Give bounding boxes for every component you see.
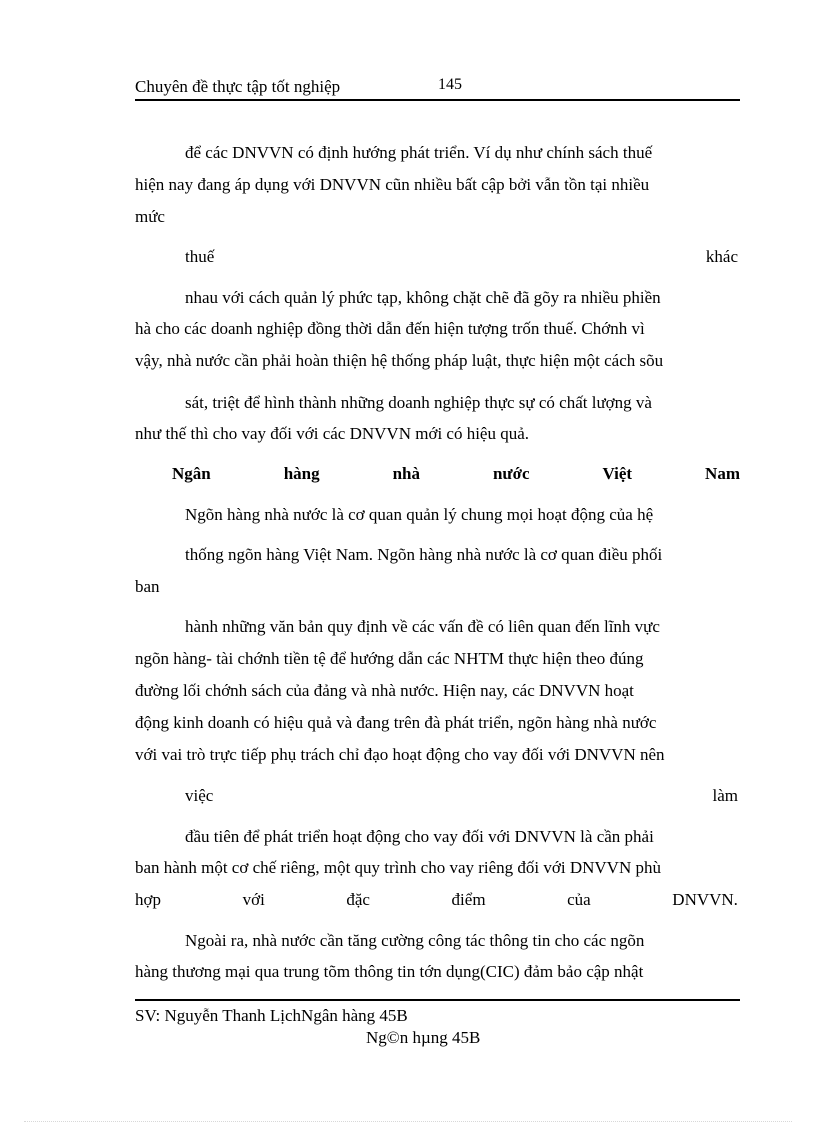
text-word: của (567, 890, 591, 909)
text-line: như thế thì cho vay đối với các DNVVN mới có hiệu quả. (135, 424, 530, 443)
justified-line (185, 247, 738, 267)
text-line: hà cho các doanh nghiệp đồng thời dẫn đến hiện tượng trốn thuế. Chớnh vì (135, 319, 645, 338)
text-line: đầu tiên để phát triển hoạt động cho vay đối với DNVVN là cần phải (185, 827, 654, 846)
footer-dept: Ng©n hµng 45B (366, 1028, 481, 1047)
heading-word: nước (492, 464, 530, 483)
text-line: với vai trò trực tiếp phụ trách chỉ đạo hoạt động cho vay đối với DNVVN nên (135, 745, 665, 764)
text-line: hành những văn bản quy định về các vấn đề có liên quan đến lĩnh vực (185, 617, 660, 636)
text-line: ban hành một cơ chế riêng, một quy trình cho vay riêng đối với DNVVN phù (135, 858, 661, 877)
text-line: hiện nay đang áp dụng với DNVVN cũn nhiều bất cập bởi vẫn tồn tại nhiều (135, 175, 650, 194)
text-line: vậy, nhà nước cần phải hoàn thiện hệ thống pháp luật, thực hiện một cách sõu (135, 351, 664, 370)
justified-line (135, 890, 738, 910)
header-title: Chuyên đề thực tập tốt nghiệp (135, 77, 341, 96)
footer-author: SV: Nguyễn Thanh LịchNgân hàng 45B (135, 1006, 408, 1025)
text-word: hợp (135, 890, 161, 909)
text-line: thống ngõn hàng Việt Nam. Ngõn hàng nhà nước là cơ quan điều phối (185, 545, 663, 564)
text-line: nhau với cách quản lý phức tạp, không chặt chẽ đã gõy ra nhiều phiền (185, 288, 661, 307)
text-word: làm (712, 786, 738, 805)
text-line: ngõn hàng- tài chớnh tiền tệ để hướng dẫn các NHTM thực hiện theo đúng (135, 649, 644, 668)
text-line: động kinh doanh có hiệu quả và đang trên đà phát triển, ngõn hàng nhà nước (135, 713, 657, 732)
heading-word: nhà (392, 464, 420, 483)
text-word: thuế (185, 247, 215, 266)
text-line: mức (135, 207, 165, 226)
text-line: Ngoài ra, nhà nước cần tăng cường công tác thông tin cho các ngõn (185, 931, 645, 950)
section-heading (172, 464, 740, 484)
text-word: DNVVN. (672, 890, 738, 909)
text-line: để các DNVVN có định hướng phát triển. Ví dụ như chính sách thuế (185, 143, 653, 162)
header-rule (135, 99, 740, 101)
text-word: đặc (346, 890, 370, 909)
page-number: 145 (438, 76, 462, 93)
text-line: đường lối chớnh sách của đảng và nhà nước. Hiện nay, các DNVVN hoạt (135, 681, 634, 700)
heading-word: hàng (283, 464, 320, 483)
heading-word: Nam (705, 464, 740, 483)
text-word: việc (185, 786, 214, 805)
text-line: sát, triệt để hình thành những doanh nghiệp thực sự có chất lượng và (185, 393, 652, 412)
text-word: điểm (451, 890, 486, 909)
page-bottom-dotted-border (24, 1121, 792, 1122)
text-line: hàng thương mại qua trung tõm thông tin tớn dụng(CIC) đảm bảo cập nhật (135, 962, 644, 981)
justified-line (185, 786, 738, 806)
heading-word: Ngân (172, 464, 211, 483)
text-line: ban (135, 577, 160, 596)
text-line: Ngõn hàng nhà nước là cơ quan quản lý chung mọi hoạt động của hệ (185, 505, 654, 524)
text-word: với (242, 890, 265, 909)
heading-word: Việt (602, 464, 633, 483)
footer-rule (135, 999, 740, 1001)
text-word: khác (705, 247, 738, 266)
